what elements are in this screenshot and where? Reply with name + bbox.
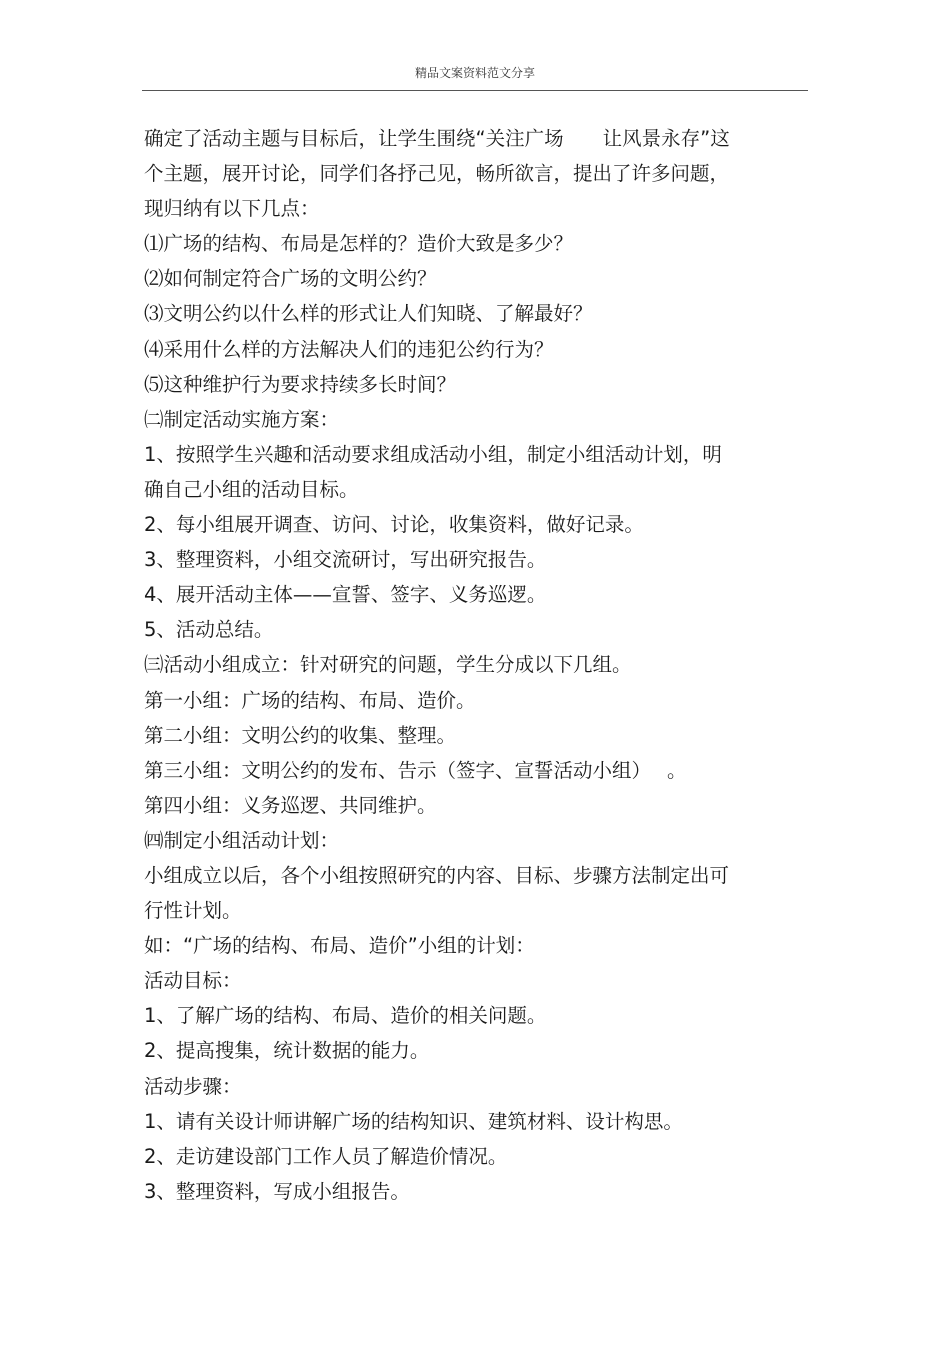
text-line: ⑷采用什么样的方法解决人们的违犯公约行为？ [144, 337, 554, 361]
text-line: 确定了活动主题与目标后，让学生围绕“关注广场 让风景永存”这 [144, 127, 730, 150]
text-line: 1、请有关设计师讲解广场的结构知识、建筑材料、设计构思。 [144, 1109, 683, 1133]
text-line: 现归纳有以下几点： [144, 197, 320, 221]
page-header-title: 精品文案资料范文分享 [414, 66, 535, 80]
text-line: 确自己小组的活动目标。 [144, 477, 359, 501]
section-heading: ㈣制定小组活动计划： [144, 828, 340, 852]
text-line: 3、整理资料，写成小组报告。 [144, 1179, 410, 1203]
text-line: 4、展开活动主体——宣誓、签字、义务巡逻。 [144, 583, 547, 607]
text-line: 2、走访建设部门工作人员了解造价情况。 [144, 1144, 508, 1168]
text-line: ⑶文明公约以什么样的形式让人们知晓、了解最好？ [144, 302, 593, 326]
section-heading: ㈡制定活动实施方案： [144, 407, 340, 431]
text-line: ⑸这种维护行为要求持续多长时间？ [144, 372, 457, 396]
text-line: 第四小组：义务巡逻、共同维护。 [144, 793, 437, 817]
text-line: 1、按照学生兴趣和活动要求组成活动小组，制定小组活动计划，明 [144, 442, 722, 466]
text-line: 第二小组：文明公约的收集、整理。 [144, 723, 457, 747]
text-line: ⑵如何制定符合广场的文明公约？ [144, 267, 437, 291]
text-line: 3、整理资料，小组交流研讨，写出研究报告。 [144, 548, 547, 572]
text-line: 2、每小组展开调查、访问、讨论，收集资料，做好记录。 [144, 513, 644, 537]
text-line: 活动目标： [144, 969, 242, 993]
text-line: ⑴广场的结构、布局是怎样的？造价大致是多少？ [144, 232, 574, 256]
header-divider [142, 90, 808, 91]
text-line: 5、活动总结。 [144, 618, 274, 642]
text-line: 个主题，展开讨论，同学们各抒己见，畅所欲言，提出了许多问题， [144, 162, 730, 186]
text-line: 2、提高搜集，统计数据的能力。 [144, 1039, 430, 1063]
document-body [144, 121, 804, 1209]
text-line: 第一小组：广场的结构、布局、造价。 [144, 688, 476, 712]
text-line: 活动步骤： [144, 1074, 242, 1098]
text-line: 第三小组：文明公约的发布、告示（签字、宣誓活动小组） 。 [144, 758, 687, 782]
text-line: 如：“广场的结构、布局、造价”小组的计划： [144, 934, 535, 958]
text-line: 小组成立以后，各个小组按照研究的内容、目标、步骤方法制定出可 [144, 863, 730, 887]
section-heading: ㈢活动小组成立：针对研究的问题，学生分成以下几组。 [144, 653, 632, 677]
text-line: 1、了解广场的结构、布局、造价的相关问题。 [144, 1004, 547, 1028]
text-line: 行性计划。 [144, 899, 242, 923]
